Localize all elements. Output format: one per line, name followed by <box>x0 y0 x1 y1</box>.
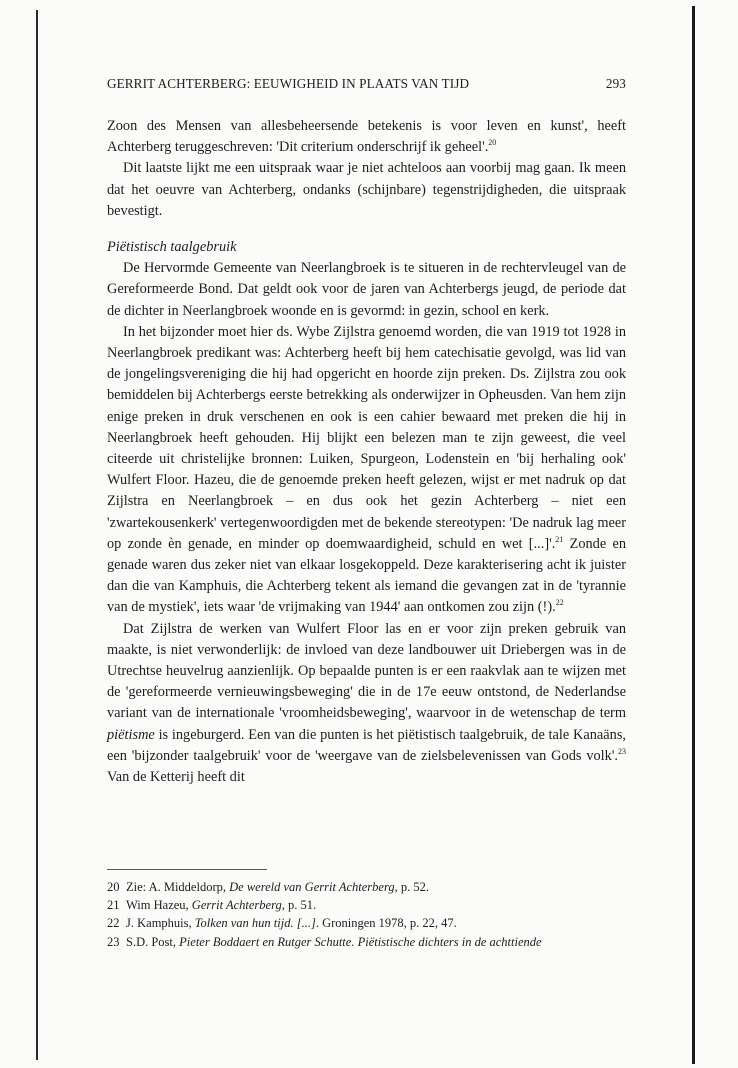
page-edge-left <box>36 10 38 1060</box>
page-number: 293 <box>605 76 626 91</box>
section-heading: Piëtistisch taalgebruik <box>107 239 237 256</box>
body-text <box>107 116 626 788</box>
footnote-22: 22 J. Kamphuis, Tolken van hun tijd. [...]. Groningen 1978, p. 22, 47. <box>107 916 457 931</box>
paragraph-4: In het bijzonder moet hier ds. Wybe Zijlstra genoemd worden, die van 1919 tot 1928 in Neerlangbroek predikant was: Achterberg heeft bij hem catechisatie gevolgd, was lid van de jongelingsvereniging die hij had opgericht en hoorde zijn preken. Ds. Zijlstra zou ook bemiddelen bij Achterbergs eerste betrekking als onderwijzer in Opheusden. Van hem zijn enige preken in druk verschenen en ook is een cahier bewaard met preken die hij in Neerlangbroek heeft gehouden. Hij blijkt een belezen man te zijn geweest, die veel citeerde uit christelijke bronnen: Luiken, Spurgeon, Lodenstein en 'bij herhaling ook' Wulfert Floor. Hazeu, die de genoemde preken heeft gelezen, wijst er met nadruk op dat Zijlstra en Neerlangbroek – en dus ook het gezin Achterberg – niet een 'zwartekousenkerk' vertegenwoordigden met de bekende stereotypen: 'De nadruk lag meer op zonde èn genade, en minder op doemwaardigheid, schuld en wet [...]'.$^{21}$ Zonde en genade waren dus zeker niet van elkaar losgekoppeld. Deze karakterisering acht ik juister dan die van Kamphuis, die Achterberg tekent als iemand die gevangen zat in de 'tyrannie van de mystiek', iets waar 'de vrijmaking van 1944' aan ontkomen zou zijn (!).$^{22}$ <box>107 323 627 616</box>
italic-term: piëtisme <box>107 726 155 743</box>
footnote-ref-23: 23 <box>618 746 626 756</box>
footnote-ref-22: 22 <box>555 598 564 608</box>
page-edge-right <box>692 6 695 1064</box>
footnotes <box>107 878 626 951</box>
footnote-21: 21 Wim Hazeu, Gerrit Achterberg, p. 51. <box>107 898 317 913</box>
footnote-20: 20 Zie: A. Middeldorp, De wereld van Gerrit Achterberg, p. 52. <box>107 880 429 894</box>
paragraph-5: Dat Zijlstra de werken van Wulfert Floor las en er voor zijn preken gebruik van maakte, is niet verwonderlijk: de invloed van deze landbouwer uit Driebergen was in de Utrechtse heuvelrug aanzienlijk. Op bepaalde punten is er een raakvlak aan te wijzen met de 'gereformeerde vernieuwingsbeweging' die in de 17e eeuw ontstond, de Nederlandse variant van de internationale 'vroomheidsbeweging', waarvoor in de wetenschap de term piëtisme is ingeburgerd. Een van die punten is het piëtistisch taalgebruik, de tale Kanaäns, een 'bijzonder taalgebruik' voor de 'weergave van de zielsbelevenissen van Gods volk'.$^{23}$ Van de Ketterij heeft dit <box>107 620 626 786</box>
paragraph-3: De Hervormde Gemeente van Neerlangbroek is te situeren in de rechtervleugel van de Gereformeerde Bond. Dat geldt ook voor de jaren van Achterbergs jeugd, de periode dat de dichter in Neerlangbroek woonde en is gevormd: in gezin, school en kerk. <box>107 260 626 319</box>
footnote-23: 23 S.D. Post, Pieter Boddaert en Rutger Schutte. Piëtistische dichters in de achttiende <box>107 934 542 949</box>
footnote-ref-20: 20 <box>488 138 497 148</box>
paragraph-1: Zoon des Mensen van allesbeheersende betekenis is voor leven en kunst', heeft Achterberg teruggeschreven: 'Dit criterium onderschrijf ik geheel'.$^{20}$ <box>107 118 626 156</box>
running-title: GERRIT ACHTERBERG: EEUWIGHEID IN PLAATS VAN TIJD <box>107 76 470 91</box>
footnote-ref-21: 21 <box>555 534 564 544</box>
footnote-divider <box>107 869 267 870</box>
paragraph-2: Dit laatste lijkt me een uitspraak waar je niet achteloos aan voorbij mag gaan. Ik meen dat het oeuvre van Achterberg, ondanks (schijnbare) tegenstrijdigheden, die uitspraak bevestigt. <box>107 160 626 219</box>
